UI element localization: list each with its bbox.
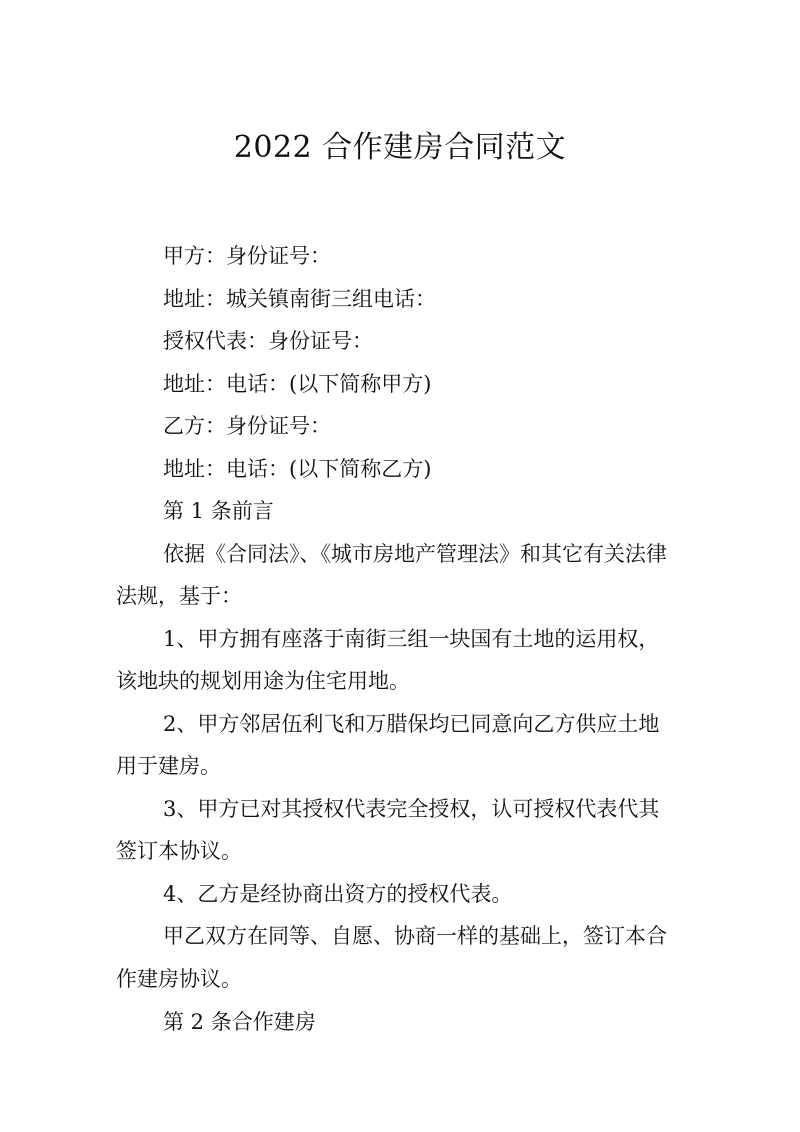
preamble-line-2: 法规，基于：: [116, 584, 242, 608]
party-a-id-line: 甲方：身份证号：: [163, 244, 331, 268]
authorized-rep-address-line: 地址：电话：(以下简称甲方): [163, 372, 432, 396]
clause-2-line-2: 用于建房。: [116, 754, 221, 778]
clause-1-line-2: 该地块的规划用途为住宅用地。: [116, 669, 410, 693]
document-title: 2022 合作建房合同范文: [233, 130, 567, 165]
clause-3-line-2: 签订本协议。: [116, 839, 242, 863]
article-2-heading: 第 2 条合作建房: [163, 1010, 316, 1034]
party-b-id-line: 乙方：身份证号：: [163, 414, 331, 438]
clause-3-line-1: 3、甲方已对其授权代表完全授权，认可授权代表代其: [163, 797, 660, 821]
authorized-rep-id-line: 授权代表：身份证号：: [163, 329, 373, 353]
clause-2-line-1: 2、甲方邻居伍利飞和万腊保均已同意向乙方供应土地: [163, 712, 660, 736]
article-1-heading: 第 1 条前言: [163, 499, 274, 523]
preamble-line-1: 依据《合同法》、《城市房地产管理法》和其它有关法律: [163, 542, 667, 566]
party-b-address-line: 地址：电话：(以下简称乙方): [163, 457, 432, 481]
agreement-line-2: 作建房协议。: [116, 967, 242, 991]
clause-1-line-1: 1、甲方拥有座落于南街三组一块国有土地的运用权，: [163, 627, 660, 651]
clause-4-line: 4、乙方是经协商出资方的授权代表。: [163, 882, 513, 906]
party-a-address-line: 地址：城关镇南街三组电话：: [163, 287, 436, 311]
agreement-line-1: 甲乙双方在同等、自愿、协商一样的基础上，签订本合: [163, 924, 667, 948]
